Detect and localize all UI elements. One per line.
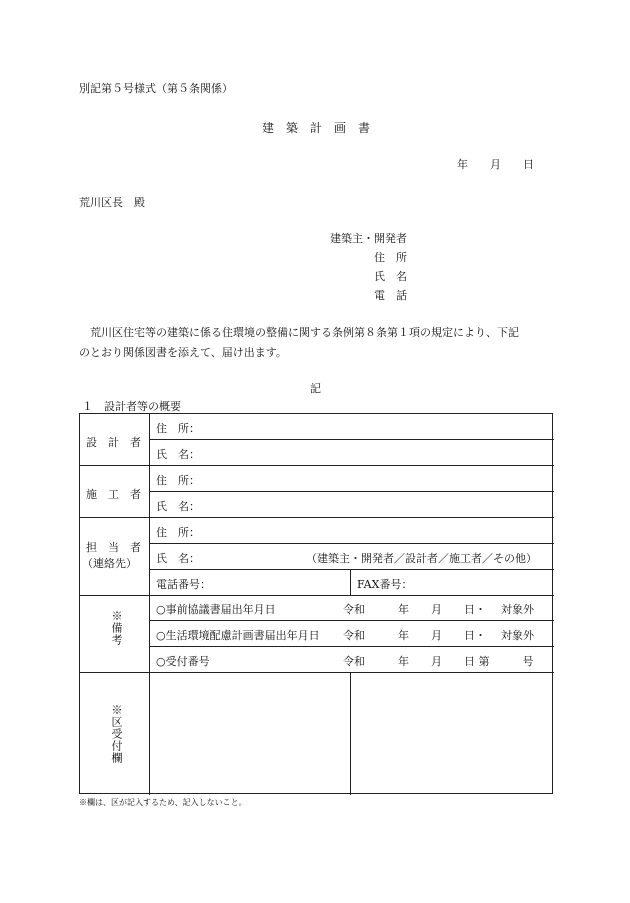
builder-address-field[interactable]: 住 所：: [156, 474, 200, 487]
applicant-phone-label: 電 話: [374, 289, 407, 302]
section1-title: １ 設計者等の概要: [82, 400, 181, 413]
builder-label: 施 工 者: [86, 488, 141, 501]
document-title: 建 築 計 画 書: [262, 121, 371, 135]
remarks-prior-consultation-date[interactable]: 令和 年 月 日・: [343, 603, 486, 616]
contact-label: 担 当 者: [86, 541, 141, 554]
remarks-label: ※備考: [110, 610, 123, 646]
reception-area-left[interactable]: [150, 673, 349, 794]
applicant-role: 建築主・開発者: [330, 232, 407, 245]
remarks-env-plan: ○生活環境配慮計画書届出年月日: [156, 629, 320, 642]
builder-name-field[interactable]: 氏 名：: [156, 500, 200, 513]
addressee: 荒川区長 殿: [79, 196, 145, 209]
designer-label: 設 計 者: [86, 436, 141, 449]
contact-fax-field[interactable]: FAX番号：: [357, 578, 413, 591]
remarks-receipt-number: ○受付番号: [156, 655, 210, 668]
remarks-env-plan-na[interactable]: 対象外: [501, 629, 534, 642]
date-line: 年 月 日: [457, 158, 534, 171]
designer-name-field[interactable]: 氏 名：: [156, 448, 200, 461]
reception-label: ※区受付欄: [110, 704, 123, 764]
remarks-prior-consultation: ○事前協議書届出年月日: [156, 603, 276, 616]
remarks-prior-consultation-na[interactable]: 対象外: [501, 603, 534, 616]
ki-heading: 記: [310, 382, 321, 395]
remarks-receipt-number-value[interactable]: 令和 年 月 日 第 号: [343, 655, 534, 668]
designer-address-field[interactable]: 住 所：: [156, 422, 200, 435]
contact-phone-field[interactable]: 電話番号：: [156, 578, 211, 591]
applicant-name-label: 氏 名: [374, 270, 407, 283]
contact-address-field[interactable]: 住 所：: [156, 526, 200, 539]
body-text-line2: のとおり関係図書を添えて、届け出ます。: [79, 346, 287, 359]
form-number: 別記第５号様式（第５条関係）: [79, 82, 233, 95]
remarks-env-plan-date[interactable]: 令和 年 月 日・: [343, 629, 486, 642]
contact-sublabel: （連絡先）: [82, 557, 137, 570]
contact-role-options: （建築主・開発者／設計者／施工者／その他）: [306, 552, 537, 565]
overview-table: [79, 413, 553, 794]
applicant-address-label: 住 所: [374, 251, 407, 264]
contact-name-field[interactable]: 氏 名：: [156, 552, 200, 565]
reception-area-right[interactable]: [351, 673, 553, 794]
footnote: ※欄は、区が記入するため、記入しないこと。: [79, 798, 247, 807]
body-text-line1: 荒川区住宅等の建築に係る住環境の整備に関する条例第８条第１項の規定により、下記: [79, 326, 519, 339]
